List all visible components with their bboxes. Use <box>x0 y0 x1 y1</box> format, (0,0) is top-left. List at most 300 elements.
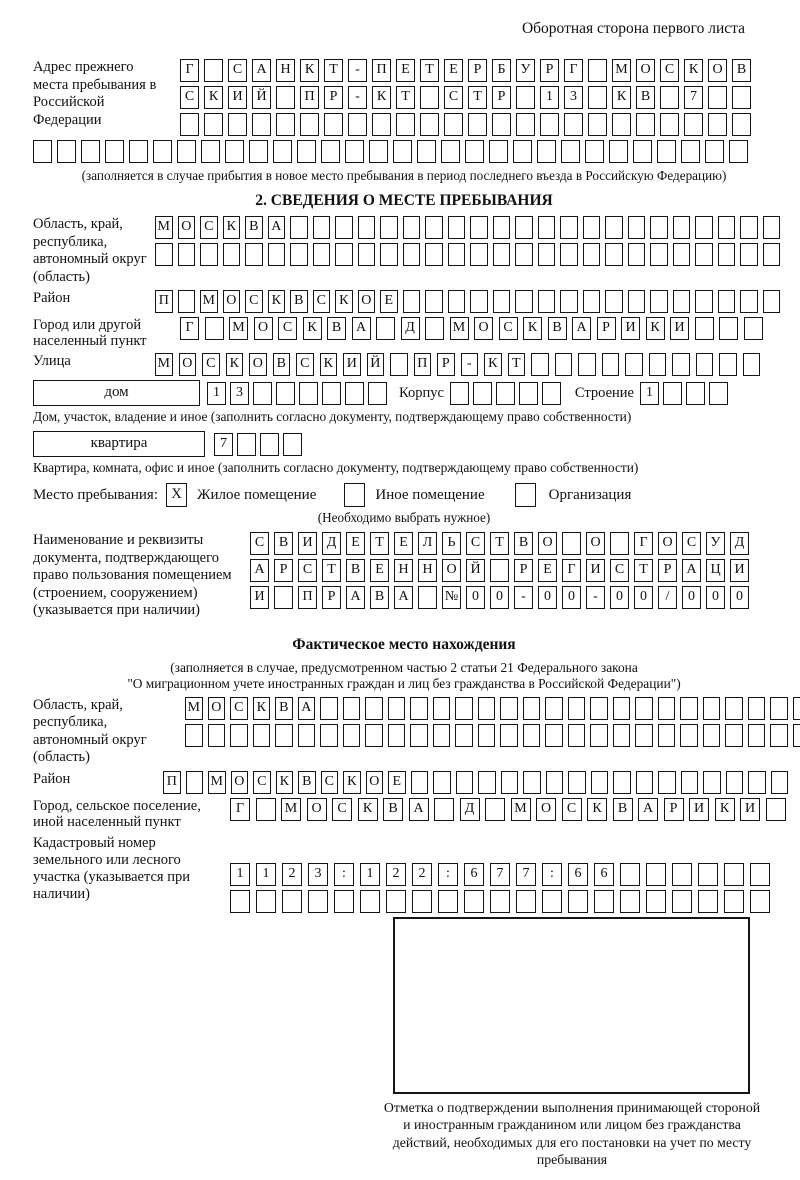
char-cell[interactable] <box>658 724 676 747</box>
char-cell[interactable] <box>490 559 509 582</box>
char-cell[interactable]: С <box>250 532 269 555</box>
char-cell[interactable] <box>496 382 515 405</box>
char-cell[interactable]: У <box>516 59 535 82</box>
char-cell[interactable]: 2 <box>386 863 406 886</box>
char-cell[interactable]: А <box>346 586 365 609</box>
char-cell[interactable] <box>770 724 788 747</box>
char-cell[interactable]: Р <box>658 559 677 582</box>
char-cell[interactable]: С <box>332 798 352 821</box>
char-cell[interactable]: В <box>732 59 751 82</box>
char-cell[interactable] <box>417 140 436 163</box>
char-cell[interactable] <box>380 216 398 239</box>
char-cell[interactable]: 1 <box>640 382 659 405</box>
char-cell[interactable]: О <box>442 559 461 582</box>
char-cell[interactable] <box>628 243 646 266</box>
char-cell[interactable] <box>719 317 738 340</box>
char-cell[interactable]: О <box>208 697 226 720</box>
char-cell[interactable]: Р <box>324 86 343 109</box>
char-cell[interactable]: А <box>409 798 429 821</box>
char-cell[interactable]: К <box>646 317 665 340</box>
char-cell[interactable] <box>282 890 302 913</box>
char-cell[interactable]: 3 <box>308 863 328 886</box>
char-cell[interactable]: К <box>303 317 322 340</box>
char-cell[interactable]: 0 <box>466 586 485 609</box>
char-cell[interactable]: Т <box>468 86 487 109</box>
char-cell[interactable]: С <box>200 216 218 239</box>
char-cell[interactable] <box>568 771 586 794</box>
char-cell[interactable]: С <box>313 290 331 313</box>
char-cell[interactable] <box>748 724 766 747</box>
char-cell[interactable]: К <box>715 798 735 821</box>
char-cell[interactable] <box>252 113 271 136</box>
char-cell[interactable] <box>516 86 535 109</box>
char-cell[interactable]: Е <box>444 59 463 82</box>
char-cell[interactable]: О <box>249 353 267 376</box>
char-cell[interactable] <box>663 382 682 405</box>
char-cell[interactable] <box>464 890 484 913</box>
char-cell[interactable] <box>489 140 508 163</box>
char-cell[interactable] <box>583 216 601 239</box>
char-cell[interactable]: Р <box>597 317 616 340</box>
char-cell[interactable] <box>732 113 751 136</box>
char-cell[interactable]: О <box>307 798 327 821</box>
char-cell[interactable]: Р <box>322 586 341 609</box>
char-cell[interactable]: В <box>383 798 403 821</box>
char-cell[interactable] <box>740 290 758 313</box>
char-cell[interactable]: Д <box>460 798 480 821</box>
char-cell[interactable] <box>568 724 586 747</box>
char-cell[interactable]: Т <box>324 59 343 82</box>
char-cell[interactable] <box>473 382 492 405</box>
char-cell[interactable] <box>718 243 736 266</box>
char-cell[interactable] <box>658 771 676 794</box>
char-cell[interactable] <box>308 890 328 913</box>
char-cell[interactable] <box>208 724 226 747</box>
char-cell[interactable] <box>770 697 788 720</box>
char-cell[interactable]: О <box>231 771 249 794</box>
char-cell[interactable]: Е <box>538 559 557 582</box>
char-cell[interactable] <box>545 697 563 720</box>
char-cell[interactable] <box>358 243 376 266</box>
document-row-2[interactable] <box>250 559 749 582</box>
char-cell[interactable]: К <box>223 216 241 239</box>
char-cell[interactable] <box>684 113 703 136</box>
char-cell[interactable]: Д <box>730 532 749 555</box>
char-cell[interactable] <box>386 890 406 913</box>
char-cell[interactable]: О <box>536 798 556 821</box>
char-cell[interactable] <box>200 243 218 266</box>
char-cell[interactable]: Н <box>394 559 413 582</box>
char-cell[interactable] <box>365 724 383 747</box>
char-cell[interactable] <box>396 113 415 136</box>
char-cell[interactable] <box>228 113 247 136</box>
char-cell[interactable]: В <box>370 586 389 609</box>
char-cell[interactable] <box>613 697 631 720</box>
char-cell[interactable]: О <box>223 290 241 313</box>
char-cell[interactable]: 6 <box>464 863 484 886</box>
char-cell[interactable] <box>695 290 713 313</box>
char-cell[interactable] <box>368 382 387 405</box>
char-cell[interactable] <box>274 586 293 609</box>
char-cell[interactable]: С <box>562 798 582 821</box>
char-cell[interactable] <box>492 113 511 136</box>
char-cell[interactable] <box>276 86 295 109</box>
char-cell[interactable] <box>681 140 700 163</box>
char-cell[interactable]: : <box>438 863 458 886</box>
document-row-3[interactable] <box>250 586 749 609</box>
prev-address-row-1[interactable] <box>180 59 751 82</box>
char-cell[interactable]: Р <box>664 798 684 821</box>
char-cell[interactable] <box>766 798 786 821</box>
char-cell[interactable] <box>698 890 718 913</box>
char-cell[interactable]: В <box>290 290 308 313</box>
char-cell[interactable] <box>388 724 406 747</box>
char-cell[interactable]: О <box>538 532 557 555</box>
char-cell[interactable] <box>283 433 302 456</box>
char-cell[interactable] <box>729 140 748 163</box>
char-cell[interactable] <box>448 290 466 313</box>
char-cell[interactable] <box>515 216 533 239</box>
char-cell[interactable]: 0 <box>538 586 557 609</box>
char-cell[interactable]: Т <box>634 559 653 582</box>
char-cell[interactable] <box>321 140 340 163</box>
char-cell[interactable]: К <box>612 86 631 109</box>
char-cell[interactable]: 1 <box>230 863 250 886</box>
char-cell[interactable] <box>493 290 511 313</box>
char-cell[interactable] <box>515 290 533 313</box>
char-cell[interactable] <box>681 771 699 794</box>
char-cell[interactable] <box>433 724 451 747</box>
char-cell[interactable] <box>695 317 714 340</box>
char-cell[interactable] <box>583 290 601 313</box>
char-cell[interactable] <box>560 290 578 313</box>
char-cell[interactable]: Г <box>180 59 199 82</box>
char-cell[interactable] <box>538 216 556 239</box>
char-cell[interactable]: А <box>298 697 316 720</box>
char-cell[interactable]: Т <box>370 532 389 555</box>
char-cell[interactable]: Б <box>492 59 511 82</box>
char-cell[interactable]: И <box>298 532 317 555</box>
char-cell[interactable]: Г <box>180 317 199 340</box>
char-cell[interactable] <box>468 113 487 136</box>
char-cell[interactable] <box>625 353 643 376</box>
char-cell[interactable]: А <box>638 798 658 821</box>
fact-region-row-1[interactable] <box>185 697 800 720</box>
char-cell[interactable]: 1 <box>540 86 559 109</box>
char-cell[interactable] <box>253 382 272 405</box>
char-cell[interactable]: О <box>658 532 677 555</box>
prev-address-row-2[interactable] <box>180 86 751 109</box>
char-cell[interactable] <box>732 86 751 109</box>
char-cell[interactable] <box>763 243 781 266</box>
char-cell[interactable]: И <box>689 798 709 821</box>
char-cell[interactable] <box>703 697 721 720</box>
char-cell[interactable]: Т <box>322 559 341 582</box>
char-cell[interactable]: К <box>268 290 286 313</box>
char-cell[interactable] <box>500 724 518 747</box>
char-cell[interactable]: М <box>185 697 203 720</box>
char-cell[interactable] <box>523 697 541 720</box>
char-cell[interactable] <box>590 697 608 720</box>
char-cell[interactable]: 0 <box>634 586 653 609</box>
char-cell[interactable]: С <box>230 697 248 720</box>
char-cell[interactable]: С <box>682 532 701 555</box>
char-cell[interactable]: - <box>586 586 605 609</box>
char-cell[interactable]: С <box>296 353 314 376</box>
char-cell[interactable] <box>602 353 620 376</box>
char-cell[interactable] <box>725 724 743 747</box>
char-cell[interactable] <box>485 798 505 821</box>
char-cell[interactable] <box>410 724 428 747</box>
char-cell[interactable] <box>605 290 623 313</box>
char-cell[interactable]: - <box>461 353 479 376</box>
char-cell[interactable] <box>418 586 437 609</box>
char-cell[interactable]: О <box>586 532 605 555</box>
char-cell[interactable]: К <box>343 771 361 794</box>
checkbox-organization[interactable] <box>515 483 536 507</box>
char-cell[interactable]: 1 <box>360 863 380 886</box>
char-cell[interactable]: М <box>208 771 226 794</box>
street-row[interactable] <box>155 353 760 376</box>
char-cell[interactable] <box>594 890 614 913</box>
char-cell[interactable]: Ь <box>442 532 461 555</box>
char-cell[interactable] <box>793 724 800 747</box>
char-cell[interactable]: Г <box>562 559 581 582</box>
char-cell[interactable] <box>578 353 596 376</box>
char-cell[interactable] <box>709 382 728 405</box>
char-cell[interactable]: О <box>358 290 376 313</box>
apartment-cells[interactable] <box>214 433 302 456</box>
char-cell[interactable] <box>719 353 737 376</box>
char-cell[interactable]: Л <box>418 532 437 555</box>
char-cell[interactable] <box>680 697 698 720</box>
char-cell[interactable]: 3 <box>230 382 249 405</box>
checkbox-other-premises[interactable] <box>344 483 365 507</box>
char-cell[interactable] <box>542 890 562 913</box>
char-cell[interactable]: А <box>268 216 286 239</box>
char-cell[interactable]: П <box>163 771 181 794</box>
char-cell[interactable] <box>230 724 248 747</box>
char-cell[interactable]: - <box>348 86 367 109</box>
char-cell[interactable] <box>793 697 800 720</box>
char-cell[interactable] <box>434 798 454 821</box>
char-cell[interactable]: О <box>636 59 655 82</box>
char-cell[interactable]: Й <box>466 559 485 582</box>
char-cell[interactable]: В <box>346 559 365 582</box>
char-cell[interactable] <box>561 140 580 163</box>
char-cell[interactable] <box>703 771 721 794</box>
char-cell[interactable] <box>724 863 744 886</box>
char-cell[interactable]: С <box>245 290 263 313</box>
char-cell[interactable] <box>538 243 556 266</box>
char-cell[interactable] <box>515 243 533 266</box>
char-cell[interactable]: М <box>200 290 218 313</box>
char-cell[interactable]: К <box>335 290 353 313</box>
char-cell[interactable]: 0 <box>610 586 629 609</box>
char-cell[interactable]: А <box>250 559 269 582</box>
char-cell[interactable]: А <box>394 586 413 609</box>
char-cell[interactable] <box>455 697 473 720</box>
char-cell[interactable] <box>300 113 319 136</box>
char-cell[interactable]: С <box>321 771 339 794</box>
char-cell[interactable]: Е <box>388 771 406 794</box>
char-cell[interactable]: С <box>444 86 463 109</box>
char-cell[interactable] <box>129 140 148 163</box>
char-cell[interactable] <box>345 140 364 163</box>
char-cell[interactable] <box>673 290 691 313</box>
char-cell[interactable]: Р <box>274 559 293 582</box>
char-cell[interactable] <box>718 290 736 313</box>
char-cell[interactable] <box>380 243 398 266</box>
char-cell[interactable] <box>610 532 629 555</box>
char-cell[interactable] <box>155 243 173 266</box>
char-cell[interactable]: 1 <box>256 863 276 886</box>
char-cell[interactable] <box>649 353 667 376</box>
char-cell[interactable]: К <box>204 86 223 109</box>
char-cell[interactable]: : <box>334 863 354 886</box>
char-cell[interactable]: С <box>298 559 317 582</box>
char-cell[interactable] <box>725 697 743 720</box>
house-number-cells[interactable] <box>207 382 387 405</box>
char-cell[interactable] <box>698 863 718 886</box>
char-cell[interactable] <box>343 697 361 720</box>
char-cell[interactable] <box>636 771 654 794</box>
char-cell[interactable] <box>205 317 224 340</box>
char-cell[interactable] <box>523 724 541 747</box>
char-cell[interactable]: № <box>442 586 461 609</box>
char-cell[interactable] <box>564 113 583 136</box>
char-cell[interactable] <box>740 243 758 266</box>
char-cell[interactable]: С <box>180 86 199 109</box>
char-cell[interactable]: К <box>484 353 502 376</box>
char-cell[interactable] <box>393 140 412 163</box>
char-cell[interactable] <box>588 113 607 136</box>
char-cell[interactable]: С <box>466 532 485 555</box>
char-cell[interactable] <box>562 532 581 555</box>
char-cell[interactable]: А <box>682 559 701 582</box>
char-cell[interactable] <box>335 216 353 239</box>
char-cell[interactable]: О <box>366 771 384 794</box>
char-cell[interactable] <box>673 243 691 266</box>
char-cell[interactable] <box>708 86 727 109</box>
char-cell[interactable]: К <box>587 798 607 821</box>
char-cell[interactable]: М <box>229 317 248 340</box>
char-cell[interactable] <box>411 771 429 794</box>
char-cell[interactable] <box>276 382 295 405</box>
char-cell[interactable] <box>81 140 100 163</box>
char-cell[interactable] <box>612 113 631 136</box>
char-cell[interactable] <box>403 290 421 313</box>
char-cell[interactable]: С <box>202 353 220 376</box>
char-cell[interactable]: М <box>450 317 469 340</box>
char-cell[interactable] <box>425 216 443 239</box>
char-cell[interactable] <box>57 140 76 163</box>
char-cell[interactable]: - <box>514 586 533 609</box>
char-cell[interactable] <box>501 771 519 794</box>
char-cell[interactable] <box>178 290 196 313</box>
char-cell[interactable] <box>260 433 279 456</box>
char-cell[interactable] <box>748 697 766 720</box>
cadastre-row-1[interactable] <box>230 863 770 886</box>
char-cell[interactable] <box>470 290 488 313</box>
char-cell[interactable] <box>620 863 640 886</box>
char-cell[interactable] <box>433 697 451 720</box>
char-cell[interactable] <box>531 353 549 376</box>
char-cell[interactable] <box>771 771 789 794</box>
char-cell[interactable] <box>493 243 511 266</box>
char-cell[interactable] <box>705 140 724 163</box>
char-cell[interactable]: О <box>254 317 273 340</box>
char-cell[interactable] <box>513 140 532 163</box>
char-cell[interactable] <box>560 243 578 266</box>
char-cell[interactable]: 6 <box>568 863 588 886</box>
char-cell[interactable] <box>750 890 770 913</box>
char-cell[interactable] <box>320 697 338 720</box>
char-cell[interactable]: Р <box>540 59 559 82</box>
char-cell[interactable]: В <box>548 317 567 340</box>
district-row[interactable] <box>155 290 780 313</box>
char-cell[interactable] <box>298 724 316 747</box>
char-cell[interactable] <box>410 697 428 720</box>
char-cell[interactable]: П <box>300 86 319 109</box>
char-cell[interactable]: В <box>245 216 263 239</box>
char-cell[interactable]: 0 <box>706 586 725 609</box>
char-cell[interactable] <box>470 216 488 239</box>
char-cell[interactable] <box>223 243 241 266</box>
char-cell[interactable]: Й <box>367 353 385 376</box>
char-cell[interactable] <box>237 433 256 456</box>
char-cell[interactable] <box>635 697 653 720</box>
prev-address-row-3[interactable] <box>180 113 751 136</box>
char-cell[interactable]: 7 <box>516 863 536 886</box>
char-cell[interactable] <box>299 382 318 405</box>
char-cell[interactable] <box>718 216 736 239</box>
char-cell[interactable] <box>660 86 679 109</box>
char-cell[interactable] <box>177 140 196 163</box>
char-cell[interactable]: 2 <box>282 863 302 886</box>
char-cell[interactable]: П <box>298 586 317 609</box>
char-cell[interactable] <box>185 724 203 747</box>
region-row-1[interactable] <box>155 216 780 239</box>
char-cell[interactable] <box>335 243 353 266</box>
char-cell[interactable]: 7 <box>684 86 703 109</box>
char-cell[interactable] <box>290 243 308 266</box>
char-cell[interactable]: 0 <box>682 586 701 609</box>
char-cell[interactable]: О <box>708 59 727 82</box>
char-cell[interactable] <box>523 771 541 794</box>
char-cell[interactable]: К <box>523 317 542 340</box>
char-cell[interactable]: 1 <box>207 382 226 405</box>
char-cell[interactable] <box>334 890 354 913</box>
char-cell[interactable] <box>268 243 286 266</box>
char-cell[interactable]: Ц <box>706 559 725 582</box>
char-cell[interactable]: Г <box>230 798 250 821</box>
char-cell[interactable] <box>450 382 469 405</box>
char-cell[interactable] <box>750 863 770 886</box>
char-cell[interactable] <box>605 243 623 266</box>
char-cell[interactable] <box>448 243 466 266</box>
char-cell[interactable]: А <box>572 317 591 340</box>
char-cell[interactable] <box>591 771 609 794</box>
char-cell[interactable] <box>546 771 564 794</box>
char-cell[interactable]: О <box>474 317 493 340</box>
char-cell[interactable]: В <box>273 353 291 376</box>
char-cell[interactable] <box>320 724 338 747</box>
char-cell[interactable]: Р <box>437 353 455 376</box>
char-cell[interactable] <box>186 771 204 794</box>
char-cell[interactable] <box>230 890 250 913</box>
char-cell[interactable] <box>657 140 676 163</box>
